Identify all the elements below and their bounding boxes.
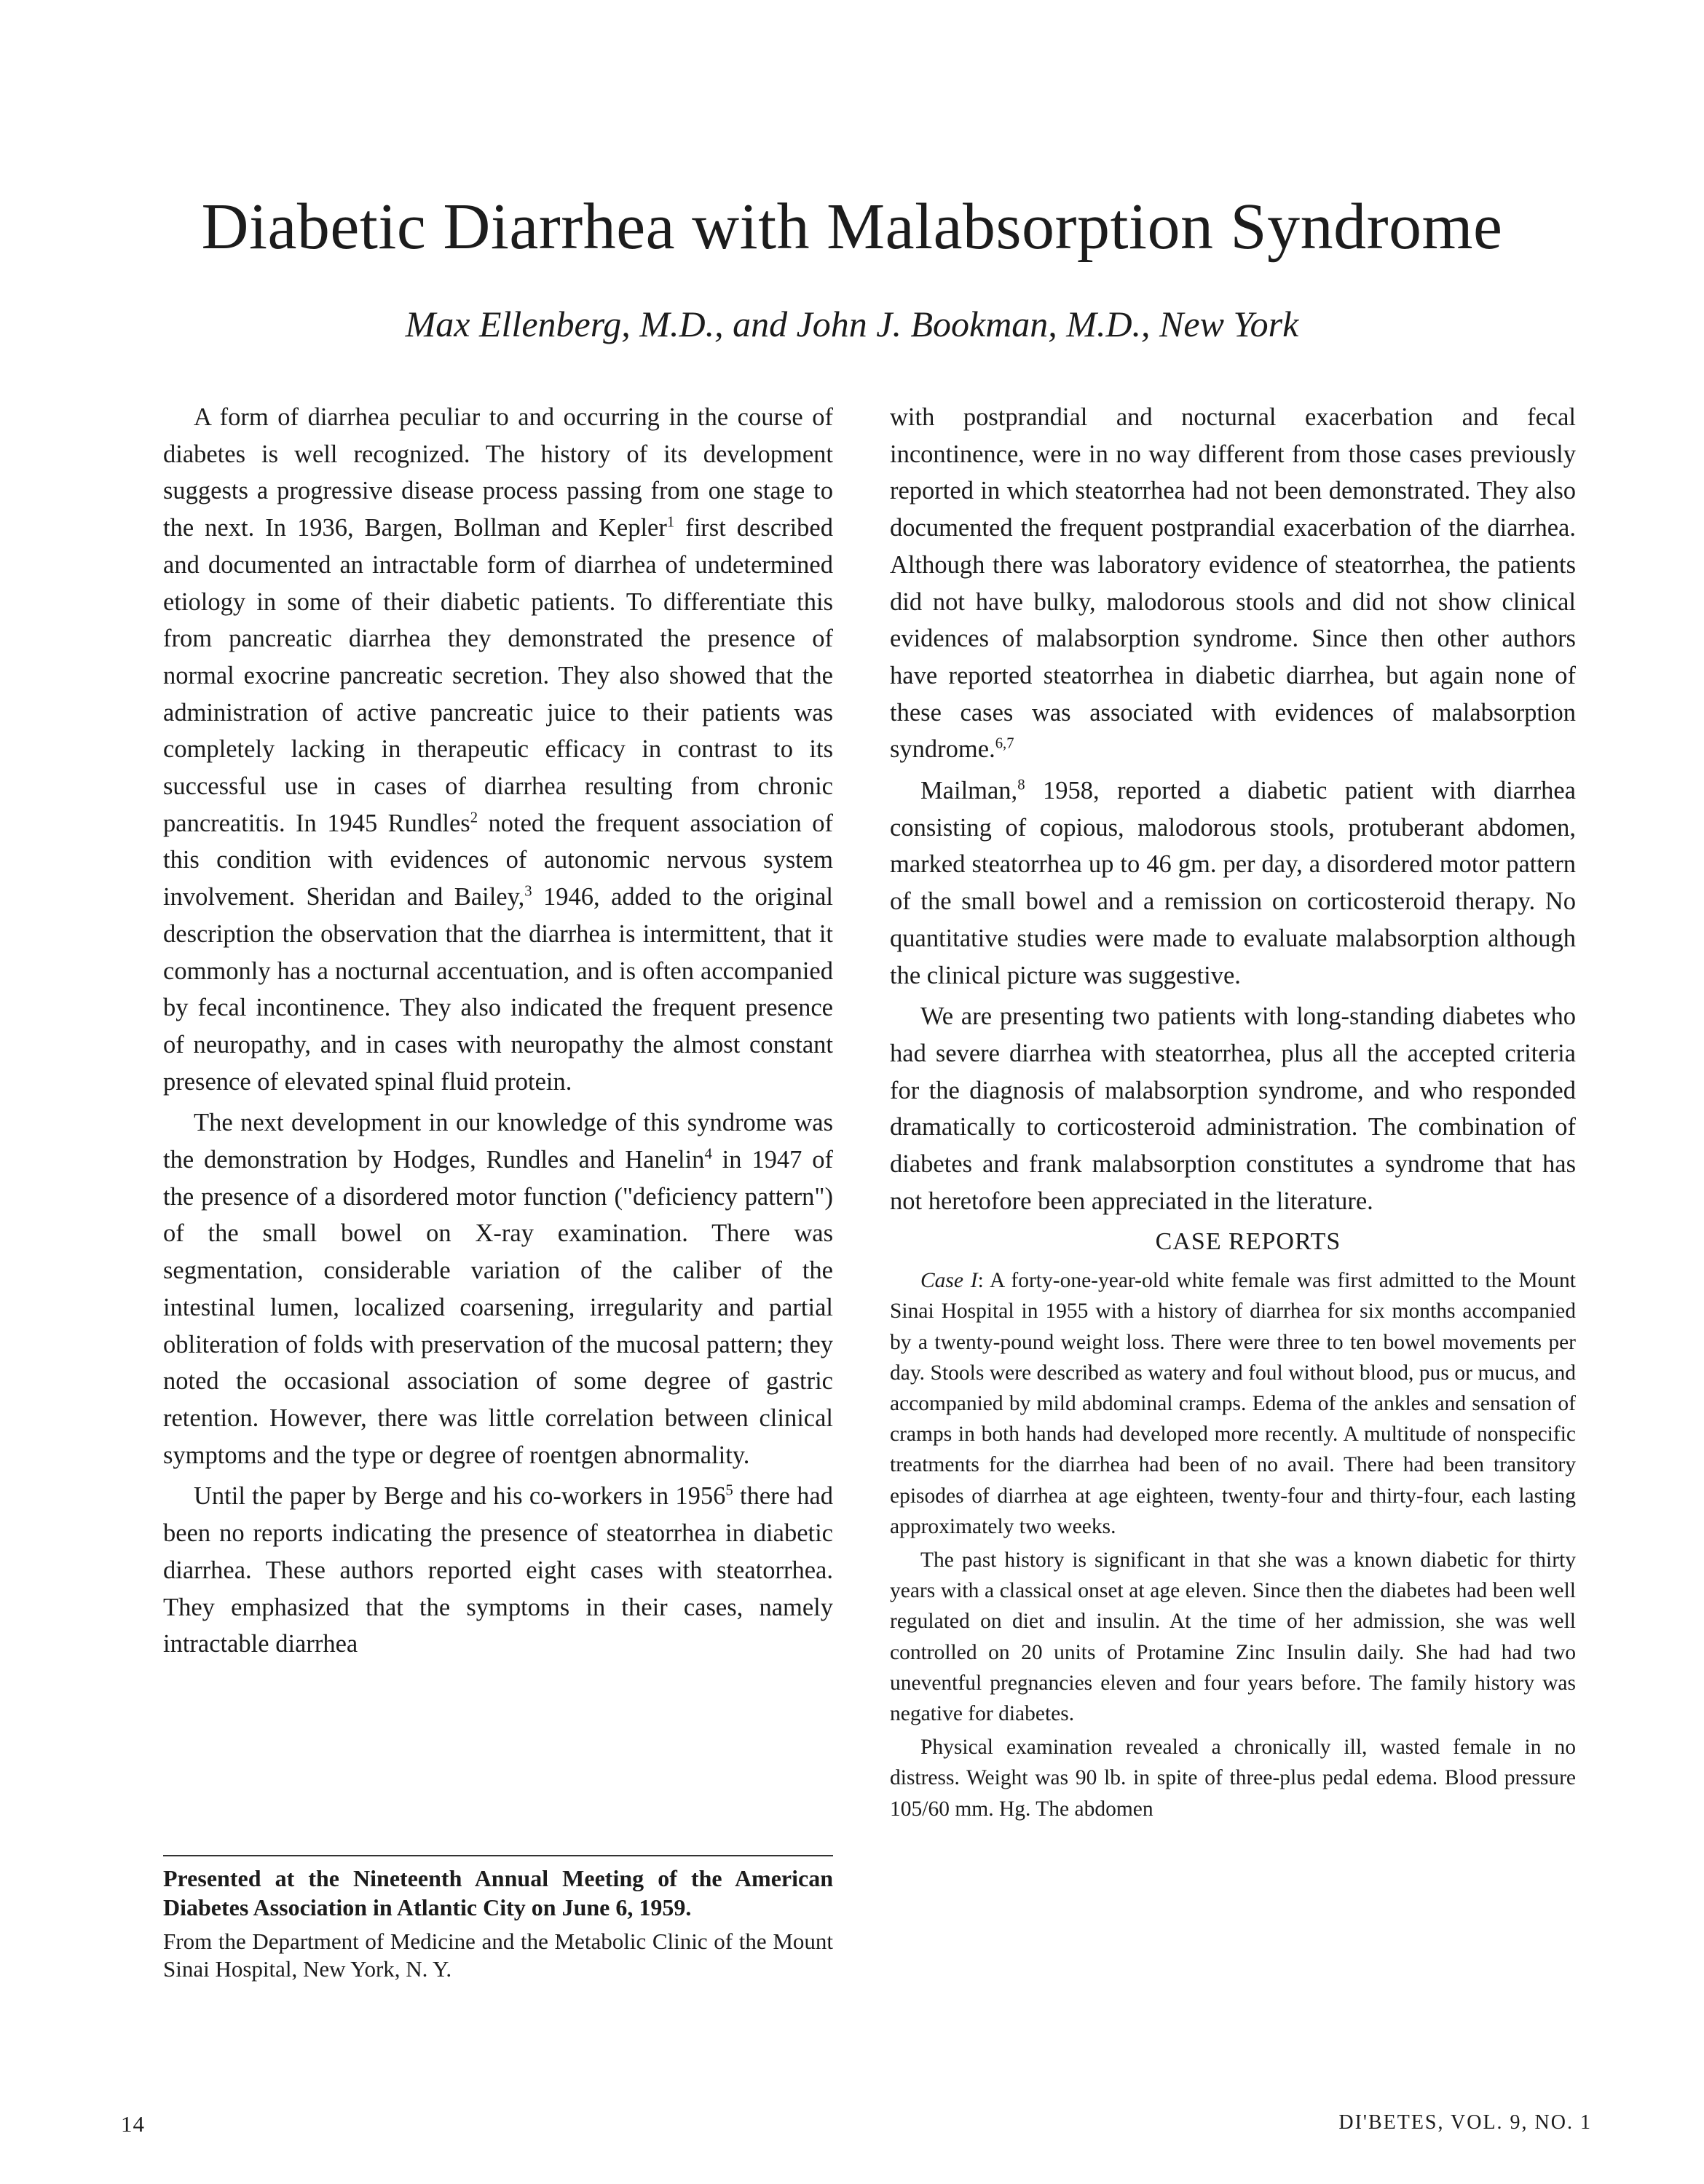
footnote-divider xyxy=(163,1855,833,1856)
footnotes xyxy=(163,1864,833,1983)
left-column xyxy=(163,399,833,1663)
right-column xyxy=(890,399,1576,1824)
reference-marker: 2 xyxy=(470,810,478,826)
paragraph: Mailman,$^8$ 1958, reported a diabetic patient with diarrhea consisting of copious, malodorous stools, protuberant abdomen, marked steatorrhea up to 46 gm. per day, a disordered motor pattern of the small bowel and a remission on corticosteroid therapy. No quantitative studies were made to evaluate malabsorption although the clinical picture was suggestive. xyxy=(890,777,1576,989)
journal-info: DI'BETES, VOL. 9, NO. 1 xyxy=(1338,2111,1592,2134)
author-line: Max Ellenberg, M.D., and John J. Bookman, M.D., New York xyxy=(405,304,1299,344)
paragraph: The next development in our knowledge of this syndrome was the demonstration by Hodges, Rundles and Hanelin$^4$ in 1947 of the presence of a disordered motor function ("deficiency pattern") of the small bowel on X-ray examination. There was segmentation, considerable variation of the caliber of the intestinal lumen, localized coarsening, irregularity and partial obliteration of folds with preservation of the mucosal pattern; they noted the occasional association of some degree of gastric retention. However, there was little correlation between clinical symptoms and the type or degree of roentgen abnormality. xyxy=(163,1109,833,1469)
paragraph: with postprandial and nocturnal exacerbation and fecal incontinence, were in no way different from those cases previously reported in which steatorrhea had not been demonstrated. They also documented the frequent postprandial exacerbation of the diarrhea. Although there was laboratory evidence of steatorrhea, the patients did not have bulky, malodorous stools and did not show clinical evidences of malabsorption syndrome. Since then other authors have reported steatorrhea in diabetic diarrhea, but again none of these cases was associated with evidences of malabsorption syndrome.$^{6,7}$ xyxy=(890,403,1576,764)
case-report: Case I: A forty-one-year-old white female was first admitted to the Mount Sinai Hospital in 1955 with a history of diarrhea for six months accompanied by a twenty-pound weight loss. There were three to ten bowel movements per day. Stools were described as watery and foul without blood, pus or mucus, and accompanied by mild abdominal cramps. Edema of the ankles and sensation of cramps in both hands had developed more recently. A multitude of nonspecific treatments for the diarrhea had been of no avail. There had been transitory episodes of diarrhea at age eighteen, twenty-four and thirty-four, each lasting approximately two weeks. xyxy=(890,1269,1576,1538)
reference-marker: 5 xyxy=(725,1482,733,1499)
paragraph: Until the paper by Berge and his co-workers in 1956$^5$ there had been no reports indicating the presence of steatorrhea in diabetic diarrhea. These authors reported eight cases with steatorrhea. They emphasized that the symptoms in their cases, namely intractable diarrhea xyxy=(163,1482,834,1658)
paragraph: A form of diarrhea peculiar to and occurring in the course of diabetes is well recognized. The history of its development suggests a progressive disease process passing from one stage to the next. In 1936, Bargen, Bollman and Kepler$^1$ first described and documented an intractable form of diarrhea of undetermined etiology in some of their diabetic patients. To differentiate this from pancreatic diarrhea they demonstrated the presence of normal exocrine pancreatic secretion. They also showed that the administration of active pancreatic juice to their patients was completely lacking in therapeutic efficacy in contrast to its successful use in cases of diarrhea resulting from chronic pancreatitis. In 1945 Rundles$^2$ noted the frequent association of this condition with evidences of autonomic nervous system involvement. Sheridan and Bailey,$^3$ 1946, added to the original description the observation that the diarrhea is intermittent, that it commonly has a nocturnal accentuation, and is often accompanied by fecal incontinence. They also indicated the frequent presence of neuropathy, and in cases with neuropathy the almost constant presence of elevated spinal fluid protein. xyxy=(163,403,833,1096)
affiliation-note: From the Department of Medicine and the Metabolic Clinic of the Mount Sinai Hospital, New York, N. Y. xyxy=(163,1928,833,1982)
paragraph: The past history is significant in that she was a known diabetic for thirty years with a classical onset at age eleven. Since then the diabetes had been well regulated on diet and insulin. At the time of her admission, she was well controlled on 20 units of Protamine Zinc Insulin daily. She had had two uneventful pregnancies eleven and four years before. The family history was negative for diabetes. xyxy=(890,1548,1576,1726)
reference-marker: 8 xyxy=(1017,777,1025,794)
reference-marker: 3 xyxy=(524,883,532,900)
case-label: Case I xyxy=(920,1269,978,1293)
reference-marker: 6,7 xyxy=(995,735,1014,752)
reference-marker: 1 xyxy=(666,514,675,531)
section-heading: CASE REPORTS xyxy=(1155,1228,1341,1256)
page-number: 14 xyxy=(121,2111,145,2137)
paragraph: Physical examination revealed a chronically ill, wasted female in no distress. Weight was 90 lb. in spite of three-plus pedal edema. Blood pressure 105/60 mm. Hg. The abdomen xyxy=(890,1736,1576,1821)
article-title: Diabetic Diarrhea with Malabsorption Syndrome xyxy=(201,191,1503,263)
paragraph: We are presenting two patients with long-standing diabetes who had severe diarrhea with steatorrhea, plus all the accepted criteria for the diagnosis of malabsorption syndrome, and who responded dramatically to corticosteroid administration. The combination of diabetes and frank malabsorption constitutes a syndrome that has not heretofore been appreciated in the literature. xyxy=(890,1002,1576,1215)
presented-note: Presented at the Nineteenth Annual Meeting of the American Diabetes Association in Atlantic City on June 6, 1959. xyxy=(163,1865,833,1920)
reference-marker: 4 xyxy=(704,1146,712,1163)
